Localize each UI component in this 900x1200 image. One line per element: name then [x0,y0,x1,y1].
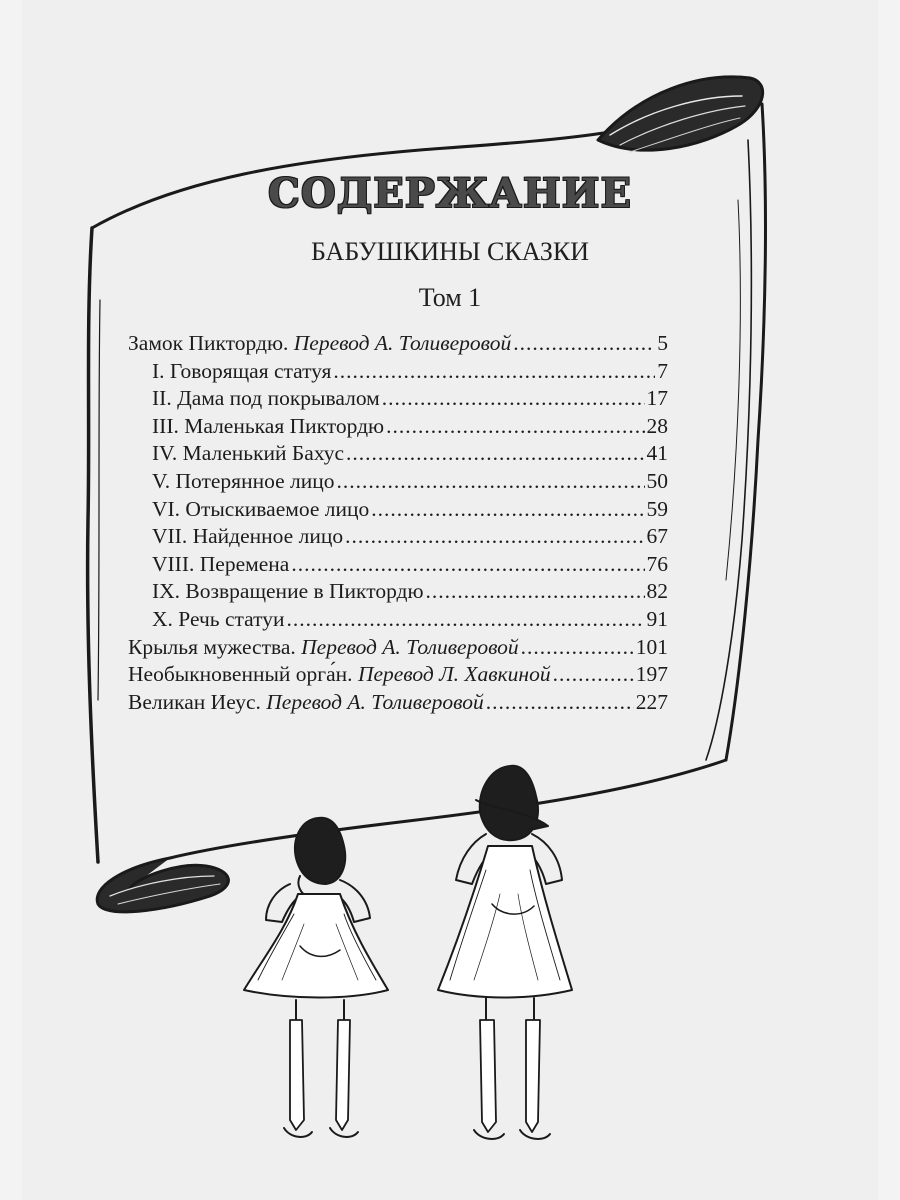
toc-entry-title: V. Потерянное лицо [152,468,335,493]
toc-entry-title: I. Говорящая статуя [152,358,332,383]
toc-entry [128,385,668,413]
toc-entry-title: IV. Маленький Бахус [152,441,345,466]
toc-page-number: 82 [646,579,668,604]
toc-entry [128,661,668,689]
toc-page-number: 101 [635,634,668,659]
toc-entry [128,330,668,358]
toc-leader-dots [337,468,645,496]
toc-leader-dots [333,358,655,386]
toc-entry [128,413,668,441]
toc-leader-dots [553,661,634,689]
toc-page-number: 67 [646,524,668,549]
toc-leader-dots [287,606,645,634]
toc-entry [128,634,668,662]
toc-entry-title: VIII. Перемена [152,551,290,576]
toc-entry-title: II. Дама под покрывалом [152,386,380,411]
toc-page-number: 50 [646,468,668,493]
toc-entry [128,606,668,634]
table-of-contents [128,330,668,716]
toc-entry [128,468,668,496]
girl-figure-right [438,766,572,1139]
toc-entry-title: Великан Иеус. [128,689,261,714]
toc-leader-dots [426,578,645,606]
toc-entry-title: III. Маленькая Пиктордю [152,413,385,438]
toc-leader-dots [382,385,645,413]
toc-entry-translator: Перевод А. Толиверовой [301,634,519,659]
toc-leader-dots [345,523,644,551]
page-title: СОДЕРЖАНИЕ [268,170,632,217]
toc-entry-title: IX. Возвращение в Пиктордю [152,579,424,604]
toc-leader-dots [386,413,644,441]
toc-entry-title: Замок Пиктордю. [128,331,289,355]
toc-page-number: 41 [646,441,668,466]
toc-page-number: 5 [657,331,668,355]
toc-leader-dots [486,689,634,717]
toc-entry [128,578,668,606]
toc-page-number: 7 [657,358,668,383]
toc-entry [128,523,668,551]
toc-entry-title: Крылья мужества. [128,634,296,659]
toc-leader-dots [346,440,644,468]
toc-entry-translator: Перевод Л. Хавкиной [357,662,551,687]
toc-entry [128,440,668,468]
toc-leader-dots [513,330,655,358]
toc-leader-dots [371,496,644,524]
girl-figure-left [244,818,388,1137]
toc-entry-translator: Перевод А. Толиверовой [266,689,484,714]
toc-entry [128,496,668,524]
toc-page-number: 28 [646,413,668,438]
toc-entry-translator: Перевод А. Толиверовой [293,331,512,355]
book-title: БАБУШКИНЫ СКАЗКИ [310,237,590,266]
toc-page-number: 17 [646,386,668,411]
toc-page-number: 59 [646,496,668,521]
toc-entry [128,689,668,717]
toc-page-number: 227 [635,689,668,714]
toc-page-number: 76 [646,551,668,576]
toc-entry [128,358,668,386]
volume-label: Том 1 [418,283,482,312]
toc-page-number: 197 [635,662,668,687]
toc-entry-title: X. Речь статуи [152,606,285,631]
toc-page-number: 91 [646,606,668,631]
toc-leader-dots [291,551,644,579]
toc-entry [128,551,668,579]
toc-entry-title: Необыкновенный орга́н. [128,662,353,687]
toc-entry-title: VII. Найденное лицо [152,524,344,549]
toc-entry-title: VI. Отыскиваемое лицо [152,496,370,521]
toc-leader-dots [521,634,634,662]
